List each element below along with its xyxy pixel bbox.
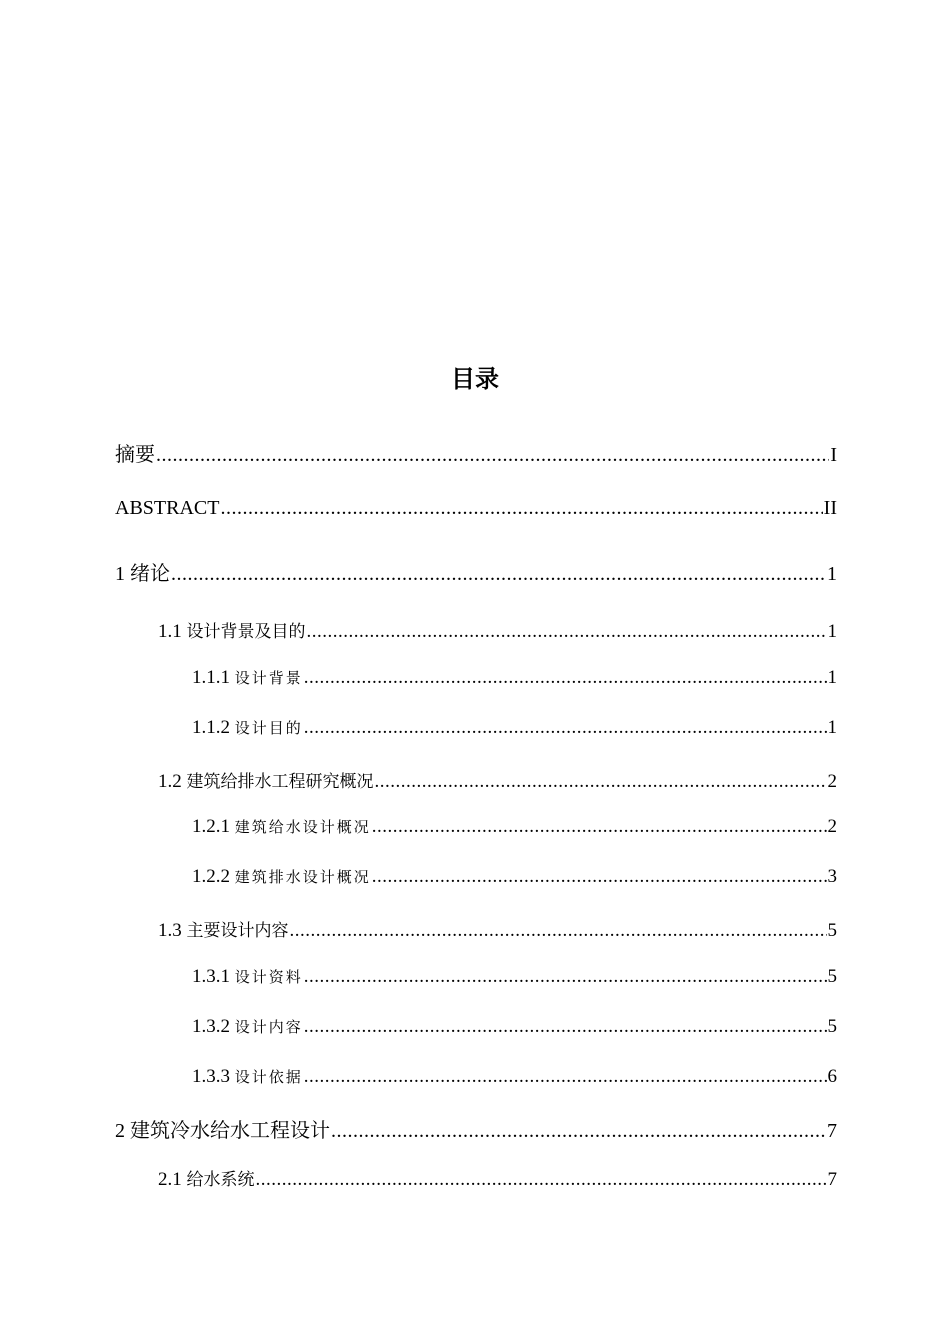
toc-leader-dots [220, 497, 822, 520]
toc-page-number: I [830, 444, 837, 466]
toc-leader-dots [307, 621, 827, 643]
toc-entry-1-3-1[interactable] [192, 966, 837, 988]
toc-entry-text: 摘要 [115, 442, 155, 466]
toc-entry-1-2-2[interactable] [192, 866, 837, 888]
toc-leader-dots [304, 717, 827, 739]
toc-entry-1-2[interactable] [158, 767, 837, 793]
toc-leader-dots [331, 1120, 826, 1143]
toc-entry-number: 2.1 [158, 1169, 187, 1190]
toc-leader-dots [304, 1066, 827, 1088]
toc-leader-dots [372, 866, 827, 888]
toc-page-number: 7 [827, 1169, 837, 1190]
toc-entry-number: 1.3 [158, 920, 187, 941]
toc-leader-dots [304, 966, 827, 988]
toc-entry-number: 1.3.3 [192, 1066, 235, 1087]
toc-entry-abstract-en[interactable] [115, 497, 837, 520]
toc-entry-1-3-3[interactable] [192, 1066, 837, 1088]
toc-entry-number: 1.2.1 [192, 816, 235, 837]
toc-entry-1-2-1[interactable] [192, 816, 837, 838]
toc-entry-1[interactable] [115, 557, 837, 586]
toc-page-number: 5 [827, 1016, 837, 1037]
toc-page-number: 5 [827, 920, 837, 941]
toc-entry-text: 建筑给水设计概况 [234, 818, 371, 836]
toc-page-number: 1 [827, 717, 837, 738]
toc-entry-abstract-cn[interactable] [115, 438, 837, 467]
toc-entry-number: 1.2.2 [192, 866, 235, 887]
toc-leader-dots [171, 563, 826, 586]
toc-leader-dots [375, 771, 827, 793]
toc-leader-dots [290, 920, 827, 942]
toc-page-number: 2 [827, 816, 837, 837]
toc-page-number: 2 [827, 771, 837, 792]
toc-entry-text: 设计目的 [234, 719, 303, 737]
toc-entry-1-1[interactable] [158, 617, 837, 643]
toc-entry-text: 绪论 [130, 561, 170, 585]
toc-entry-text: 设计资料 [234, 968, 303, 986]
toc-entry-number: 1.3.1 [192, 966, 235, 987]
toc-entry-2-1[interactable] [158, 1165, 837, 1191]
toc-entry-number: 1.2 [158, 771, 187, 792]
toc-leader-dots [304, 667, 827, 689]
toc-page-number: II [823, 497, 837, 519]
toc-leader-dots [304, 1016, 827, 1038]
toc-entry-text: ABSTRACT [115, 497, 220, 519]
toc-entry-text: 设计依据 [234, 1068, 303, 1086]
toc-leader-dots [156, 444, 829, 467]
toc-entry-1-3[interactable] [158, 916, 837, 942]
toc-entry-1-1-2[interactable] [192, 717, 837, 739]
toc-entry-number: 1.1 [158, 621, 187, 642]
toc-entry-text: 设计背景 [234, 669, 303, 687]
toc-entry-text: 设计背景及目的 [186, 622, 306, 642]
toc-entry-2[interactable] [115, 1114, 837, 1143]
toc-entry-text: 主要设计内容 [186, 921, 289, 941]
toc-page-number: 5 [827, 966, 837, 987]
toc-leader-dots [256, 1169, 827, 1191]
toc-entry-number: 2 [115, 1120, 130, 1142]
toc-entry-1-3-2[interactable] [192, 1016, 837, 1038]
toc-entry-text: 建筑冷水给水工程设计 [130, 1118, 330, 1142]
toc-entry-number: 1 [115, 563, 130, 585]
toc-entry-text: 建筑给排水工程研究概况 [186, 772, 374, 792]
toc-entry-text: 建筑排水设计概况 [234, 868, 371, 886]
toc-page-number: 3 [827, 866, 837, 887]
toc-entry-number: 1.1.2 [192, 717, 235, 738]
toc-entry-number: 1.1.1 [192, 667, 235, 688]
toc-entry-text: 给水系统 [186, 1170, 255, 1190]
toc-entry-1-1-1[interactable] [192, 667, 837, 689]
toc-entry-text: 设计内容 [234, 1018, 303, 1036]
toc-page-number: 1 [827, 621, 837, 642]
toc-title: 目录 [451, 365, 499, 393]
toc-leader-dots [372, 816, 827, 838]
toc-entry-number: 1.3.2 [192, 1016, 235, 1037]
toc-page-number: 1 [827, 563, 837, 585]
toc-page-number: 1 [827, 667, 837, 688]
toc-page-number: 6 [827, 1066, 837, 1087]
toc-page-number: 7 [827, 1120, 837, 1142]
